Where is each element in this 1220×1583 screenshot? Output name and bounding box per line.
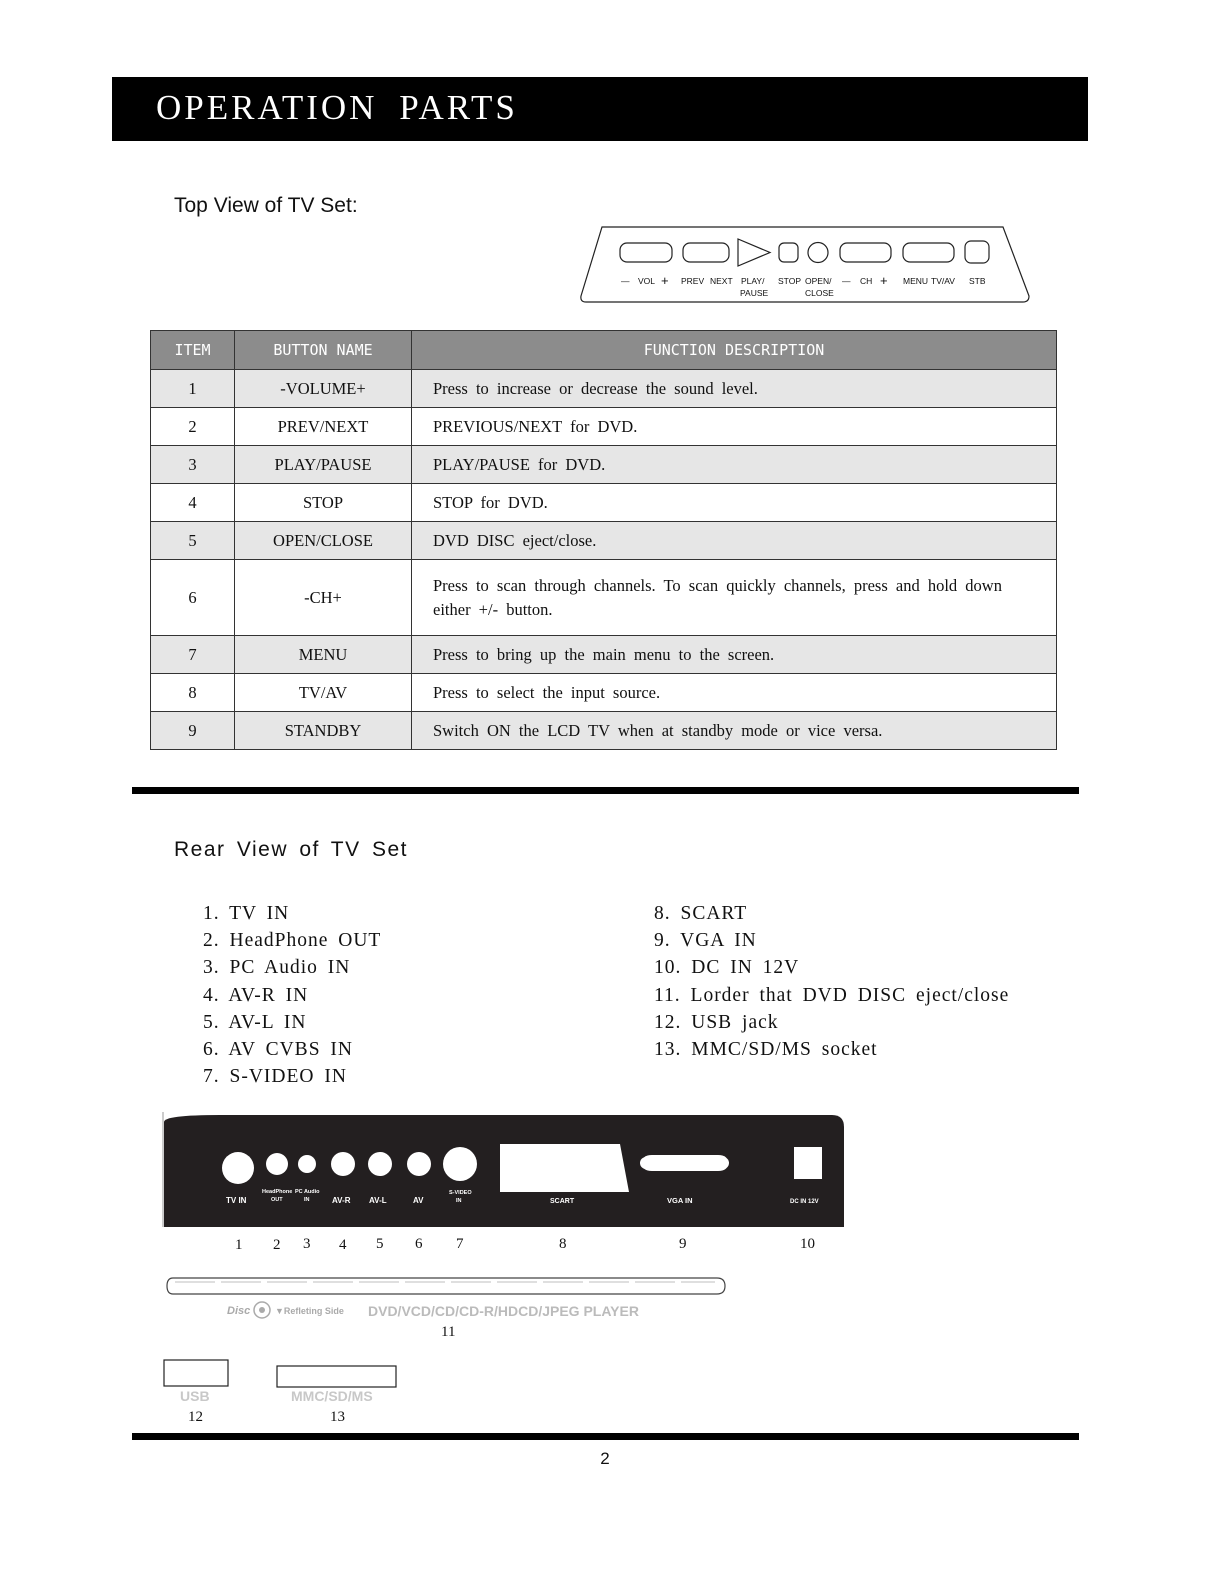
table-row — [151, 370, 1057, 408]
label-s-video: S-VIDEO — [449, 1190, 472, 1196]
dc-in-socket — [794, 1147, 822, 1179]
table-row — [151, 674, 1057, 712]
section-divider — [132, 787, 1079, 794]
usb-label: USB — [180, 1388, 210, 1404]
button-name-cell: MENU — [235, 636, 412, 674]
list-item: 9. VGA IN — [654, 930, 757, 952]
item-cell: 9 — [151, 712, 235, 750]
page-number: 2 — [600, 1449, 610, 1468]
rear-connector-list-left — [203, 900, 381, 1090]
label-tv-in: TV IN — [226, 1196, 247, 1205]
connector-number: 6 — [415, 1236, 423, 1252]
panel-label-vol-plus: + — [661, 273, 669, 288]
list-item: 7. S-VIDEO IN — [203, 1066, 347, 1088]
button-name-cell: TV/AV — [235, 674, 412, 712]
disc-logo-text: Disc — [227, 1305, 251, 1317]
list-item: 12. USB jack — [654, 1011, 779, 1033]
button-name-cell: -VOLUME+ — [235, 370, 412, 408]
connector-number: 2 — [273, 1237, 281, 1253]
list-item: 10. DC IN 12V — [654, 957, 800, 979]
list-item: 5. AV-L IN — [203, 1011, 307, 1033]
label-vga-in: VGA IN — [667, 1196, 693, 1205]
disc-slot — [167, 1278, 725, 1294]
pc-audio-in-jack — [298, 1155, 316, 1173]
button-function-table — [150, 330, 1057, 750]
description-cell: PLAY/PAUSE for DVD. — [412, 446, 1057, 484]
prev-next-button-shape — [683, 243, 729, 262]
item-cell: 8 — [151, 674, 235, 712]
reflecting-side-text: ▼Refleting Side — [275, 1306, 344, 1316]
table-row — [151, 522, 1057, 560]
description-cell: STOP for DVD. — [412, 484, 1057, 522]
card-number: 13 — [330, 1409, 345, 1425]
connector-number: 1 — [235, 1237, 243, 1253]
footer-divider — [132, 1433, 1079, 1440]
header-button-name: BUTTON NAME — [235, 331, 412, 370]
panel-label-vol: VOL — [638, 276, 656, 286]
list-item: 3. PC Audio IN — [203, 957, 351, 979]
page-title: OPERATION PARTS — [156, 88, 518, 127]
panel-label-tvav: TV/AV — [931, 276, 955, 286]
av-l-jack — [368, 1152, 392, 1176]
vol-button-shape — [620, 243, 672, 262]
panel-label-ch-minus: — — [842, 276, 851, 286]
list-item: 6. AV CVBS IN — [203, 1038, 353, 1060]
label-pc-audio: PC Audio — [295, 1189, 320, 1195]
top-panel-diagram — [578, 224, 1033, 306]
list-item: 13. MMC/SD/MS socket — [654, 1038, 878, 1060]
rear-view-title: Rear View of TV Set — [174, 838, 408, 861]
table-row — [151, 446, 1057, 484]
description-cell: Press to scan through channels. To scan quickly channels, press and hold down either +/- button. — [412, 560, 1057, 636]
description-cell: Press to increase or decrease the sound level. — [412, 370, 1057, 408]
label-s-video-in: IN — [456, 1198, 462, 1204]
item-cell: 3 — [151, 446, 235, 484]
disc-slot-diagram — [165, 1272, 735, 1344]
panel-label-menu: MENU — [903, 276, 929, 286]
item-cell: 2 — [151, 408, 235, 446]
item-cell: 7 — [151, 636, 235, 674]
button-name-cell: PLAY/PAUSE — [235, 446, 412, 484]
label-av-l: AV-L — [369, 1196, 387, 1205]
connector-number: 5 — [376, 1236, 384, 1252]
connector-number: 4 — [339, 1237, 347, 1253]
description-cell: Press to bring up the main menu to the screen. — [412, 636, 1057, 674]
table-row — [151, 712, 1057, 750]
panel-label-stop: STOP — [778, 276, 801, 286]
tv-in-jack — [222, 1152, 254, 1184]
av-cvbs-jack — [407, 1152, 431, 1176]
av-r-jack — [331, 1152, 355, 1176]
table-row — [151, 560, 1057, 636]
connector-number: 7 — [456, 1236, 464, 1252]
item-cell: 1 — [151, 370, 235, 408]
list-item: 11. Lorder that DVD DISC eject/close — [654, 984, 1010, 1006]
description-cell: Press to select the input source. — [412, 674, 1057, 712]
panel-label-pause: PAUSE — [740, 288, 769, 298]
open-close-button-shape — [808, 243, 828, 263]
play-icon — [738, 239, 770, 266]
disc-slot-number: 11 — [441, 1324, 456, 1340]
header-function-description: FUNCTION DESCRIPTION — [412, 331, 1057, 370]
panel-label-stb: STB — [969, 276, 986, 286]
usb-jack — [164, 1360, 228, 1386]
button-name-cell: STANDBY — [235, 712, 412, 750]
label-scart: SCART — [550, 1198, 575, 1205]
card-socket — [277, 1366, 396, 1387]
description-cell: DVD DISC eject/close. — [412, 522, 1057, 560]
panel-label-next: NEXT — [710, 276, 733, 286]
usb-number: 12 — [188, 1409, 203, 1425]
rear-panel-diagram — [160, 1108, 850, 1258]
list-item: 1. TV IN — [203, 903, 290, 924]
stop-button-shape — [779, 243, 798, 262]
stb-button-shape — [965, 241, 989, 263]
label-av-r: AV-R — [332, 1196, 351, 1205]
label-pc-audio-in: IN — [304, 1197, 310, 1203]
button-name-cell: STOP — [235, 484, 412, 522]
panel-label-open: OPEN/ — [805, 276, 832, 286]
description-cell: PREVIOUS/NEXT for DVD. — [412, 408, 1057, 446]
item-cell: 4 — [151, 484, 235, 522]
scart-socket — [500, 1144, 629, 1192]
connector-number: 10 — [800, 1236, 815, 1252]
panel-label-ch-plus: + — [880, 273, 888, 288]
table-row — [151, 484, 1057, 522]
button-name-cell: OPEN/CLOSE — [235, 522, 412, 560]
item-cell: 5 — [151, 522, 235, 560]
panel-label-prev: PREV — [681, 276, 705, 286]
table-row — [151, 636, 1057, 674]
description-cell: Switch ON the LCD TV when at standby mode or vice versa. — [412, 712, 1057, 750]
headphone-out-jack — [266, 1153, 288, 1175]
connector-number: 9 — [679, 1236, 687, 1252]
panel-label-close: CLOSE — [805, 288, 834, 298]
table-header-row — [151, 331, 1057, 370]
rear-connector-list-right — [654, 900, 1009, 1063]
panel-label-ch: CH — [860, 276, 873, 286]
s-video-jack — [443, 1147, 477, 1181]
label-dc-in: DC IN 12V — [790, 1199, 819, 1205]
button-name-cell: PREV/NEXT — [235, 408, 412, 446]
connector-number: 8 — [559, 1236, 567, 1252]
player-formats-text: DVD/VCD/CD/CD-R/HDCD/JPEG PLAYER — [368, 1303, 639, 1319]
panel-label-play: PLAY/ — [741, 276, 765, 286]
list-item: 8. SCART — [654, 903, 748, 924]
label-headphone: HeadPhone — [262, 1189, 293, 1195]
connector-number: 3 — [303, 1236, 311, 1252]
top-view-title: Top View of TV Set: — [174, 194, 358, 217]
card-label: MMC/SD/MS — [291, 1388, 373, 1404]
table-row — [151, 408, 1057, 446]
label-headphone-out: OUT — [271, 1197, 283, 1203]
item-cell: 6 — [151, 560, 235, 636]
list-item: 4. AV-R IN — [203, 984, 309, 1006]
header-item: ITEM — [151, 331, 235, 370]
button-name-cell: -CH+ — [235, 560, 412, 636]
ch-button-shape — [840, 243, 891, 262]
usb-card-diagram — [160, 1356, 410, 1428]
vga-socket — [642, 1155, 728, 1171]
label-av: AV — [413, 1196, 424, 1205]
menu-tvav-button-shape — [903, 243, 954, 262]
panel-label-vol-minus: — — [621, 276, 630, 286]
list-item: 2. HeadPhone OUT — [203, 930, 382, 952]
